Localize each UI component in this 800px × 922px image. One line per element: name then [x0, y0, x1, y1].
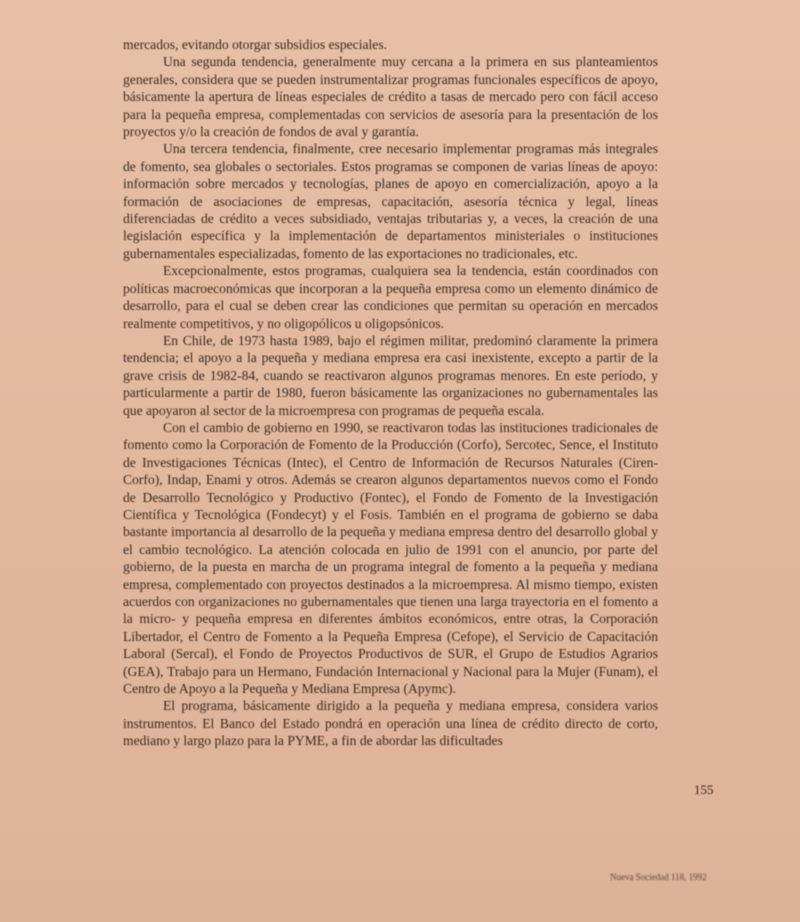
page-number: 155 — [694, 782, 714, 797]
paragraph: El programa, básicamente dirigido a la pequeña y mediana empresa, considera varios instrumentos. El Banco del Estado pondrá en operación una línea de crédito directo de corto, mediano y largo plazo para la PYME, a fin de abordar las dificultades — [123, 698, 658, 749]
paragraph: Con el cambio de gobierno en 1990, se reactivaron todas las instituciones tradicionales de fomento como la Corporación de Fomento de la Producción (Corfo), Sercotec, Sence, el Instituto de Investigaciones Técnicas (Intec), el Centro de Información de Recursos Naturales (Ciren-Corfo), Indap, Enami y otros. Además se crearon algunos departamentos nuevos como el Fondo de Desarrollo Tecnológico y Productivo (Fontec), el Fondo de Fomento de la Investigación Científica y Tecnológica (Fondecyt) y el Fosis. También en el programa de gobierno se daba bastante importancia al desarrollo de la pequeña y mediana empresa dentro del desarrollo global y el cambio tecnológico. La atención colocada en julio de 1991 con el anuncio, por parte del gobierno, de la puesta en marcha de un programa integral de fomento a la pequeña y mediana empresa, complementado con proyectos destinados a la microempresa. Al mismo tiempo, existen acuerdos con organizaciones no gubernamentales que tienen una larga trayectoria en el fomento a la micro- y pequeña empresa en diferentes ámbitos económicos, entre otras, la Corporación Libertador, el Centro de Fomento a la Pequeña Empresa (Cefope), el Servicio de Capacitación Laboral (Sercal), el Fondo de Proyectos Productivos de SUR, el Grupo de Estudios Agrarios (GEA), Trabajo para un Hermano, Fundación Internacional y Nacional para la Mujer (Funam), el Centro de Apoyo a la Pequeña y Mediana Empresa (Apymc). — [123, 419, 658, 697]
paragraph: Excepcionalmente, estos programas, cualquiera sea la tendencia, están coordinados con políticas macroeconómicas que incorporan a la pequeña empresa como un elemento dinámico de desarrollo, para el cual se deben crear las condiciones que permitan su operación en mercados realmente competitivos, y no oligopólicos u oligopsónicos. — [123, 263, 658, 331]
body-text — [123, 36, 658, 750]
paragraph: mercados, evitando otorgar subsidios especiales. — [123, 37, 388, 52]
journal-footer: Nueva Sociedad 118, 1992 — [610, 872, 707, 882]
paragraph: Una tercera tendencia, finalmente, cree necesario implementar programas más integrales de fomento, sea globales o sectoriales. Estos programas se componen de varias líneas de apoyo: información sobre mercados y tecnologías, planes de apoyo en comercialización, apoyo a la formación de asociaciones de empresas, capacitación, asesoría técnica y legal, líneas diferenciadas de crédito a veces subsidiado, ventajas tributarias y, a veces, la creación de una legislación específica y la implementación de departamentos ministeriales o instituciones gubernamentales especializadas, fomento de las exportaciones no tradicionales, etc. — [123, 141, 658, 261]
paragraph: Una segunda tendencia, generalmente muy cercana a la primera en sus planteamientos generales, considera que se pueden instrumentalizar programas funcionales específicos de apoyo, básicamente la apertura de líneas especiales de crédito a tasas de mercado pero con fácil acceso para la pequeña empresa, complementadas con servicios de asesoría para la presentación de los proyectos y/o la creación de fondos de aval y garantía. — [123, 54, 658, 140]
paragraph: En Chile, de 1973 hasta 1989, bajo el régimen militar, predominó claramente la primera tendencia; el apoyo a la pequeña y mediana empresa era casi inexistente, excepto a partir de la grave crisis de 1982-84, cuando se reactivaron algunos programas menores. En este período, y particularmente a partir de 1980, fueron básicamente las organizaciones no gubernamentales las que apoyaron al sector de la microempresa con programas de pequeña escala. — [123, 332, 658, 418]
